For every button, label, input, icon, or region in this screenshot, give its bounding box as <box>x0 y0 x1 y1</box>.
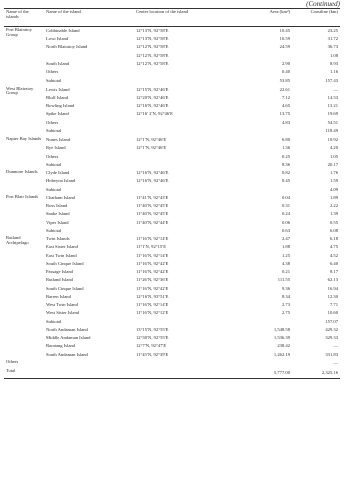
table-row <box>4 359 340 368</box>
area-cell: 0.40 <box>281 69 290 75</box>
area-cell: 1.88 <box>281 244 290 250</box>
area-cell: 2.90 <box>281 60 290 66</box>
coastline-cell: 16.94 <box>327 285 338 291</box>
coastline-cell: 8.17 <box>329 269 338 275</box>
table-row <box>4 202 340 210</box>
header-location: Center location of the island <box>134 9 244 27</box>
table-row <box>4 145 340 153</box>
table-row <box>4 268 340 276</box>
area-cell: 7.12 <box>281 94 290 100</box>
group-cell: Rutland Archipelago <box>6 235 29 245</box>
island-name-cell: Nunes Island <box>46 137 71 143</box>
area-cell: 0.06 <box>281 219 290 225</box>
island-name-cell: Rye Island <box>46 145 66 151</box>
island-name-cell: Others <box>46 153 59 159</box>
island-name-cell: North Andaman Island <box>46 326 88 332</box>
island-name-cell: South Island <box>46 60 70 66</box>
area-cell: 2.75 <box>281 310 290 316</box>
island-name-cell <box>44 52 134 60</box>
location-cell: 11°16′N, 92°12′E <box>136 310 169 316</box>
location-cell <box>134 359 244 368</box>
coastline-cell: 157.43 <box>325 77 338 83</box>
location-cell <box>134 68 244 76</box>
location-cell: 11°16′N, 92°14′E <box>136 252 169 258</box>
location-cell <box>134 318 244 326</box>
group-cell <box>4 127 44 136</box>
area-cell: 1.25 <box>281 252 290 258</box>
coastline-cell: 7.71 <box>329 302 338 308</box>
location-cell: 12°12′N, 92°58′E <box>136 44 169 50</box>
table-row <box>4 368 340 378</box>
location-cell <box>134 127 244 136</box>
area-cell: 0.63 <box>281 227 290 233</box>
location-cell: 12°30′N, 92°55′E <box>136 335 169 341</box>
location-cell: 12°12′N, 92°58′E <box>136 52 169 58</box>
island-name-cell: Viper Island <box>46 219 69 225</box>
coastline-cell: 19.69 <box>327 111 338 117</box>
table-row <box>4 285 340 293</box>
location-cell <box>134 227 244 235</box>
table-row <box>4 178 340 186</box>
location-cell <box>134 368 244 378</box>
table-row <box>4 44 340 52</box>
island-name-cell: Subtotal <box>46 128 62 134</box>
coastline-cell: 1.39 <box>329 211 338 217</box>
location-cell <box>134 119 244 127</box>
coastline-cell: 4.09 <box>329 186 338 192</box>
area-cell: 1,548.58 <box>273 326 290 332</box>
location-cell: 11°26′N, 92°36′E <box>136 277 169 283</box>
island-name-cell: Middle Andaman Island <box>46 335 91 341</box>
island-name-cell: Subtotal <box>46 318 62 324</box>
location-cell <box>134 77 244 86</box>
area-cell: 6.80 <box>281 137 290 143</box>
location-cell: 12°7′N, 92°47′E <box>136 343 167 349</box>
area-cell: 5,777.00 <box>244 368 292 378</box>
island-name-cell: Barren Island <box>46 293 71 299</box>
location-cell: 11°16′N, 92°14′E <box>136 236 169 242</box>
table-row <box>4 211 340 219</box>
area-cell: 0.31 <box>281 203 290 209</box>
location-cell: 11°45′N, 92°39′E <box>136 351 169 357</box>
location-cell: 11°40′N, 92°44′E <box>136 219 169 225</box>
island-name-cell: Spike Island <box>46 111 69 117</box>
coastline-cell: 1.08 <box>329 52 338 58</box>
group-cell: Others <box>6 359 19 364</box>
area-cell: 0.82 <box>281 170 290 176</box>
island-name-cell <box>44 359 134 368</box>
area-cell: 111.55 <box>277 277 290 283</box>
island-name-cell: Others <box>46 119 59 125</box>
location-cell: 11°16′N, 92°14′E <box>136 302 169 308</box>
island-name-cell: North Blairatoy Island <box>46 44 88 50</box>
coastline-cell: 118.49 <box>325 128 338 134</box>
table-row <box>4 52 340 60</box>
coastline-cell: 157.07 <box>325 318 338 324</box>
location-cell: 11°16′N, 92°42′E <box>136 260 169 266</box>
coastline-cell: 36.73 <box>327 44 338 50</box>
table-row <box>4 94 340 102</box>
area-cell: 0.04 <box>281 194 290 200</box>
area-cell: 8.34 <box>281 293 290 299</box>
area-cell <box>244 186 292 194</box>
group-cell <box>4 318 44 359</box>
table-row <box>4 277 340 285</box>
area-cell: 1,262.19 <box>273 351 290 357</box>
table-row <box>4 301 340 309</box>
location-cell <box>134 186 244 194</box>
coastline-cell: 4.75 <box>329 244 338 250</box>
area-cell <box>244 127 292 136</box>
island-name-cell: Subtotal <box>46 186 62 192</box>
location-cell: 11°40′N, 92°45′E <box>136 211 169 217</box>
area-cell: 0.24 <box>281 211 290 217</box>
coastline-cell: 0.55 <box>329 219 338 225</box>
location-cell: 13°15′N, 92°55′E <box>136 326 169 332</box>
area-cell: 10.45 <box>279 27 290 33</box>
table-row <box>4 86 340 94</box>
location-cell: 12°13′N, 92°58′E <box>136 36 169 42</box>
header-group: Name of the islands <box>4 9 44 27</box>
group-cell <box>4 77 44 86</box>
area-cell: 0.21 <box>281 269 290 275</box>
island-name-cell: East Twin Island <box>46 252 77 258</box>
group-cell: Napier Bay Islands <box>6 136 42 142</box>
table-body <box>4 27 340 379</box>
island-name-cell: West Sister Island <box>46 310 80 316</box>
coastline-cell: 2,325.16 <box>292 368 340 378</box>
group-cell: Port Blairatoy Group <box>6 27 32 37</box>
location-cell: 12°1′N, 92°46′E <box>136 137 167 143</box>
table-row <box>4 260 340 268</box>
table-row <box>4 334 340 342</box>
table-row <box>4 77 340 86</box>
area-cell: 13.75 <box>279 111 290 117</box>
table-row <box>4 68 340 76</box>
table-row <box>4 227 340 235</box>
location-cell <box>134 161 244 169</box>
area-cell: 4.65 <box>281 103 290 109</box>
island-name-cell: Rutland Island <box>46 277 73 283</box>
coastline-cell: 62.13 <box>327 277 338 283</box>
island-name-cell: Bluff Island <box>46 94 68 100</box>
islands-table <box>4 8 340 379</box>
area-cell <box>244 318 292 326</box>
coastline-cell: 10.60 <box>327 310 338 316</box>
table-row <box>4 127 340 136</box>
island-name-cell: Bowling Island <box>46 103 75 109</box>
continued-note: (Continued) <box>306 0 340 8</box>
group-cell: West Blairatoy Group <box>6 85 34 96</box>
island-name-cell: South Cinque Island <box>46 260 84 266</box>
area-cell: 22.61 <box>279 86 290 92</box>
table-row <box>4 102 340 110</box>
header-coastline: Coastline (km) <box>292 9 340 27</box>
location-cell: 11°16′N, 92°42′E <box>136 285 169 291</box>
table-row <box>4 194 340 202</box>
header-area: Area (km²) <box>244 9 292 27</box>
coastline-cell: 429.32 <box>325 326 338 332</box>
coastline-cell: 10.92 <box>327 137 338 143</box>
coastline-cell: 6.08 <box>329 227 338 233</box>
island-name-cell <box>44 368 134 378</box>
group-cell: Port Blair Islands <box>6 194 39 199</box>
location-cell: 11°40′N, 92°45′E <box>136 203 169 209</box>
island-name-cell: East Sister Island <box>46 244 78 250</box>
table-row <box>4 119 340 127</box>
table-row <box>4 293 340 301</box>
coastline-cell: 1.59 <box>329 178 338 184</box>
table-row <box>4 153 340 161</box>
table-row <box>4 111 340 119</box>
coastline-cell: 4.52 <box>329 252 338 258</box>
group-cell: Dunmore Islands <box>6 169 38 175</box>
island-name-cell: Baratang Island <box>46 343 75 349</box>
coastline-cell: 14.53 <box>327 94 338 100</box>
table-row <box>4 244 340 252</box>
area-cell: 2.47 <box>281 236 290 242</box>
area-cell: 0.45 <box>281 178 290 184</box>
island-name-cell: Chatham Island <box>46 194 75 200</box>
island-name-cell: Subtotal <box>46 77 62 83</box>
table-row <box>4 318 340 326</box>
table-row <box>4 27 340 36</box>
table-row <box>4 343 340 351</box>
coastline-cell: 1.89 <box>329 194 338 200</box>
location-cell: 12°12′N, 92°58′E <box>136 60 169 66</box>
table-row <box>4 161 340 169</box>
island-name-cell: Clyde Island <box>46 170 70 176</box>
coastline-cell: 6.18 <box>329 236 338 242</box>
area-cell: 4.38 <box>281 260 290 266</box>
table-row <box>4 326 340 334</box>
area-cell: 9.36 <box>281 285 290 291</box>
coastline-cell: 1.76 <box>329 170 338 176</box>
table-row <box>4 35 340 43</box>
coastline-cell: 2.22 <box>329 203 338 209</box>
coastline-cell: 23.25 <box>327 27 338 33</box>
area-cell: 0.25 <box>281 153 290 159</box>
area-cell: 1,536.39 <box>273 335 290 341</box>
table-row <box>4 136 340 144</box>
location-cell: 12°16′N, 92°46′E <box>136 170 169 176</box>
coastline-cell: 12.30 <box>327 293 338 299</box>
table-header-row <box>4 9 340 27</box>
area-cell: 1.36 <box>281 145 290 151</box>
table-row <box>4 351 340 359</box>
table-row <box>4 310 340 318</box>
area-cell: 24.59 <box>279 44 290 50</box>
table-row <box>4 252 340 260</box>
table-row <box>4 235 340 243</box>
area-cell <box>244 52 292 60</box>
location-cell: 11°1′N, 92°15′E <box>136 244 167 250</box>
location-cell: 12°16′N, 92°46′E <box>136 103 169 109</box>
coastline-cell: — <box>333 343 338 349</box>
island-name-cell: Subtotal <box>46 161 62 167</box>
coastline-cell: 1.05 <box>329 153 338 159</box>
location-cell: 12°15′N, 92°46′E <box>136 86 169 92</box>
island-name-cell: South Andaman Island <box>46 351 88 357</box>
coastline-cell: 329.33 <box>325 335 338 341</box>
location-cell <box>134 153 244 161</box>
coastline-cell: 20.17 <box>327 161 338 167</box>
table-row <box>4 60 340 68</box>
island-name-cell: Others <box>46 69 59 75</box>
table-row <box>4 186 340 194</box>
island-name-cell: Twin Islands <box>46 236 70 242</box>
island-name-cell: Snake Island <box>46 211 70 217</box>
island-name-cell: Passage Island <box>46 269 73 275</box>
location-cell: 11°41′N, 92°43′E <box>136 194 169 200</box>
area-cell <box>244 359 292 368</box>
area-cell: 53.85 <box>279 77 290 83</box>
island-name-cell: Ross Island <box>46 203 68 209</box>
table-row <box>4 219 340 227</box>
island-name-cell: Lowi Island <box>46 36 69 42</box>
coastline-cell: 31.72 <box>327 36 338 42</box>
location-cell: 12°20′N, 92°46′E <box>136 94 169 100</box>
coastline-cell: 13.21 <box>327 103 338 109</box>
location-cell: 12°1′N, 92°46′E <box>136 145 167 151</box>
location-cell: 12°16′N, 93°51′E <box>136 293 169 299</box>
area-cell: 2.73 <box>281 302 290 308</box>
table-row <box>4 169 340 177</box>
coastline-cell: 331.83 <box>325 351 338 357</box>
coastline-cell: — <box>333 86 338 92</box>
location-cell: 12°16′N, 92°46′E <box>136 178 169 184</box>
coastline-cell: — <box>333 360 338 366</box>
coastline-cell: 1.16 <box>329 69 338 75</box>
coastline-cell: 4.20 <box>329 145 338 151</box>
location-cell: 11°16′N, 92°42′E <box>136 269 169 275</box>
coastline-cell: 8.93 <box>329 60 338 66</box>
location-cell: 12°13′N, 92°58′E <box>136 27 169 33</box>
island-name-cell: West Twin Island <box>46 302 78 308</box>
island-name-cell: Cobbinable Island <box>46 27 80 33</box>
location-cell: 12°16′ 2′N, 92°46′E <box>136 111 173 117</box>
area-cell: 238.42 <box>277 343 290 349</box>
island-name-cell: South Cinque Island <box>46 285 84 291</box>
coastline-cell: 6.40 <box>329 260 338 266</box>
area-cell: 8.36 <box>281 161 290 167</box>
group-cell: Total <box>4 368 44 378</box>
area-cell: 4.83 <box>281 119 290 125</box>
island-name-cell: Subtotal <box>46 227 62 233</box>
island-name-cell: Hobeyon Island <box>46 178 76 184</box>
coastline-cell: 54.51 <box>327 119 338 125</box>
area-cell: 16.59 <box>279 36 290 42</box>
island-name-cell: Lewis Island <box>46 86 70 92</box>
header-name: Name of the island <box>44 9 134 27</box>
